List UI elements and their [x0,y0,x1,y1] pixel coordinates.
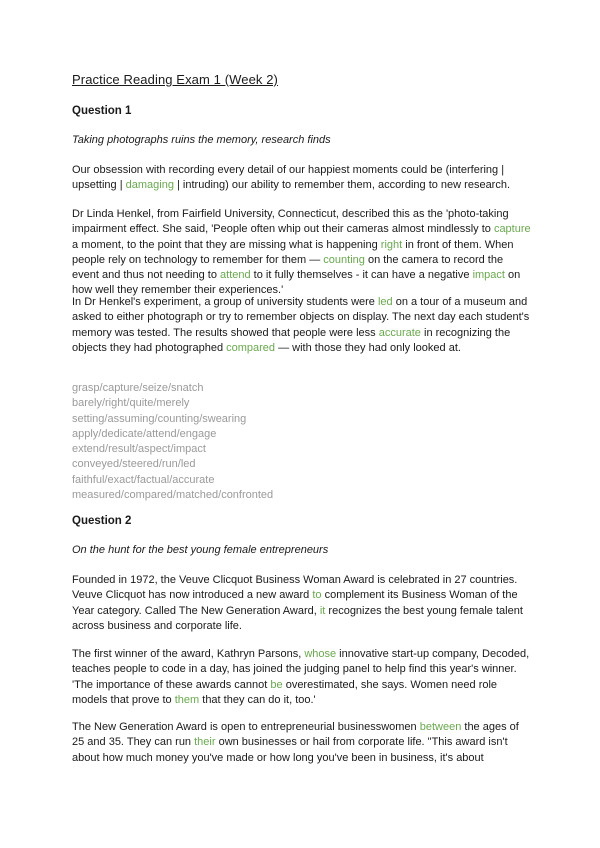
option-line: setting/assuming/counting/swearing [72,412,247,425]
text-run: Our obsession with recording every detail of our happiest moments could be (interfering | upsetting | [72,164,505,192]
answer-word: between [419,721,462,733]
option-line: barely/right/quite/merely [72,397,190,410]
text-run: | intruding) our ability to remember them, according to new research. [173,179,511,192]
option-line: apply/dedicate/attend/engage [72,427,217,440]
text-run: own businesses or hail from corporate life. "This award isn't about how much money you've made or how long you've been in business, it's about [72,736,508,764]
question-2-paragraph-2 [72,647,532,708]
text-run: recognizes the best young female talent across business and corporate life. [72,604,523,632]
text-run: Dr Linda Henkel, from Fairfield University, Connecticut, described this as the 'photo-taking impairment effect. She said, 'People often whip out their cameras almost mindlessly to [72,208,509,236]
question-1-paragraph-3 [72,295,532,356]
option-line: measured/compared/matched/confronted [72,489,274,502]
text-run: In Dr Henkel's experiment, a group of university students were [72,296,378,308]
answer-word: counting [323,253,365,266]
text-run: complement its Business Woman of the Year category. Called The New Generation Award, [72,589,518,617]
text-run: that they can do it, too.' [199,693,316,706]
text-run: innovative start-up company, Decoded, teaches people to code in a day, has joined the judging panel to help find this year's winner. 'The importance of these awards cannot [72,648,530,691]
answer-word: led [377,296,393,308]
answer-word: whose [304,648,337,660]
text-run: Founded in 1972, the Veuve Clicquot Business Woman Award is celebrated in 27 countries. Veuve Clicquot has now introduced a new award [72,574,518,602]
option-line: faithful/exact/factual/accurate [72,473,215,486]
answer-word: to [312,589,322,602]
text-run: overestimated, she says. Women need role models that prove to [72,678,498,706]
question-2-subtitle: On the hunt for the best young female entrepreneurs [72,544,329,556]
text-run: in front of them. When people rely on technology to remember for them — [72,238,514,266]
text-run: on a tour of a museum and asked to either photograph or try to remember objects on display. The next day each student's memory was tested. The results showed that people were less [72,296,530,339]
question-1-paragraph-1 [72,163,532,194]
answer-word: them [174,693,200,706]
text-run: The first winner of the award, Kathryn Parsons, [72,648,305,660]
question-1-subtitle: Taking photographs ruins the memory, research finds [72,134,331,146]
answer-word: be [270,678,283,691]
answer-word: capture [493,223,531,236]
answer-word: attend [220,269,251,282]
text-run: a moment, to the point that they are missing what is happening [72,238,381,251]
answer-word: compared [226,341,276,354]
text-run: the ages of 25 and 35. They can run [72,721,519,749]
question-2-paragraph-3 [72,720,532,766]
question-1-options [72,381,273,503]
question-1-heading: Question 1 [72,105,132,117]
answer-word: accurate [378,326,421,339]
text-run: in recognizing the objects they had photographed [72,326,511,354]
answer-word: impact [472,269,505,282]
question-2-heading: Question 2 [72,515,132,527]
text-run: to it fully themselves - it can have a negative [250,269,473,282]
text-run: The New Generation Award is open to entrepreneurial businesswomen [72,721,420,733]
text-run: on how well they remember their experiences.' [72,269,521,297]
option-line: conveyed/steered/run/led [72,458,196,471]
option-line: extend/result/aspect/impact [72,443,206,456]
document-title: Practice Reading Exam 1 (Week 2) [72,72,278,87]
text-run: — with those they had only looked at. [275,341,461,354]
question-2-paragraph-1 [72,573,532,634]
answer-word: it [319,604,326,617]
question-1-paragraph-2 [72,207,532,299]
answer-word: their [194,736,216,749]
answer-word: damaging [125,179,174,192]
text-run: on the camera to record the event and thus not needing to [72,253,504,282]
option-line: grasp/capture/seize/snatch [72,382,204,394]
answer-word: right [380,238,403,251]
